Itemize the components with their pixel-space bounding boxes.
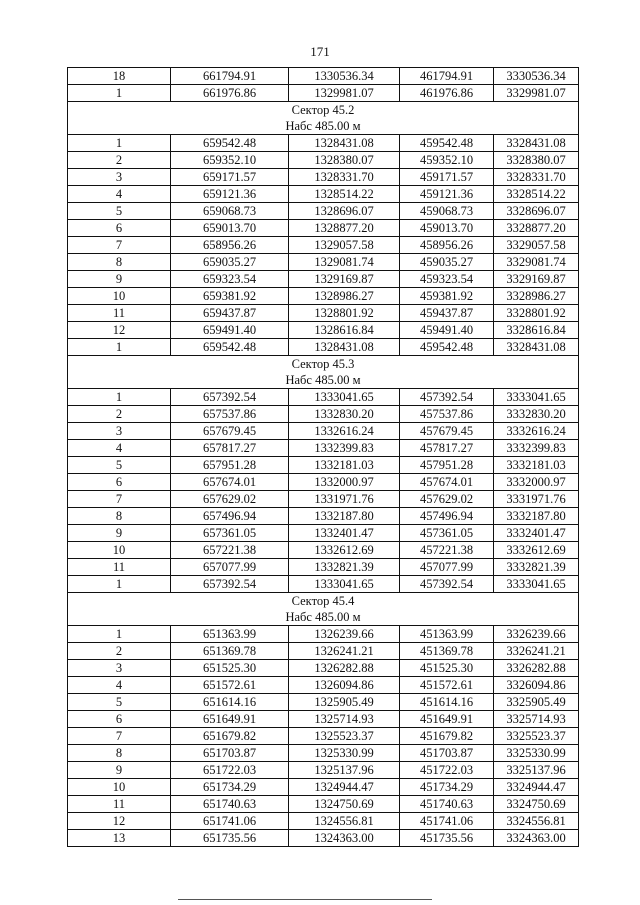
y-local-cell: 3329169.87 bbox=[494, 271, 579, 288]
x-local-cell: 459068.73 bbox=[400, 203, 494, 220]
point-number-cell: 1 bbox=[68, 576, 171, 593]
y-coordinate-cell: 1332616.24 bbox=[289, 423, 400, 440]
y-local-cell: 3333041.65 bbox=[494, 389, 579, 406]
x-coordinate-cell: 657817.27 bbox=[171, 440, 289, 457]
y-coordinate-cell: 1325905.49 bbox=[289, 694, 400, 711]
point-number-cell: 1 bbox=[68, 389, 171, 406]
x-local-cell: 457221.38 bbox=[400, 542, 494, 559]
y-coordinate-cell: 1333041.65 bbox=[289, 389, 400, 406]
table-row bbox=[68, 474, 579, 491]
x-local-cell: 459035.27 bbox=[400, 254, 494, 271]
point-number-cell: 5 bbox=[68, 694, 171, 711]
y-coordinate-cell: 1324363.00 bbox=[289, 830, 400, 847]
x-local-cell: 457679.45 bbox=[400, 423, 494, 440]
point-number-cell: 10 bbox=[68, 288, 171, 305]
point-number-cell: 6 bbox=[68, 474, 171, 491]
y-coordinate-cell: 1329081.74 bbox=[289, 254, 400, 271]
y-local-cell: 3328431.08 bbox=[494, 339, 579, 356]
point-number-cell: 3 bbox=[68, 423, 171, 440]
point-number-cell: 8 bbox=[68, 745, 171, 762]
table-row bbox=[68, 779, 579, 796]
x-coordinate-cell: 651614.16 bbox=[171, 694, 289, 711]
x-local-cell: 451740.63 bbox=[400, 796, 494, 813]
x-coordinate-cell: 651722.03 bbox=[171, 762, 289, 779]
x-coordinate-cell: 657221.38 bbox=[171, 542, 289, 559]
y-local-cell: 3332000.97 bbox=[494, 474, 579, 491]
y-coordinate-cell: 1328616.84 bbox=[289, 322, 400, 339]
y-local-cell: 3325905.49 bbox=[494, 694, 579, 711]
x-coordinate-cell: 658956.26 bbox=[171, 237, 289, 254]
x-local-cell: 459542.48 bbox=[400, 135, 494, 152]
x-local-cell: 457496.94 bbox=[400, 508, 494, 525]
y-local-cell: 3324363.00 bbox=[494, 830, 579, 847]
point-number-cell: 1 bbox=[68, 85, 171, 102]
x-coordinate-cell: 651363.99 bbox=[171, 626, 289, 643]
table-row bbox=[68, 322, 579, 339]
x-coordinate-cell: 661976.86 bbox=[171, 85, 289, 102]
y-local-cell: 3332187.80 bbox=[494, 508, 579, 525]
table-row bbox=[68, 813, 579, 830]
table-row bbox=[68, 491, 579, 508]
y-local-cell: 3332399.83 bbox=[494, 440, 579, 457]
x-local-cell: 459542.48 bbox=[400, 339, 494, 356]
y-coordinate-cell: 1326239.66 bbox=[289, 626, 400, 643]
x-coordinate-cell: 659542.48 bbox=[171, 135, 289, 152]
y-local-cell: 3325714.93 bbox=[494, 711, 579, 728]
y-coordinate-cell: 1325330.99 bbox=[289, 745, 400, 762]
y-local-cell: 3328877.20 bbox=[494, 220, 579, 237]
x-local-cell: 459437.87 bbox=[400, 305, 494, 322]
x-coordinate-cell: 659121.36 bbox=[171, 186, 289, 203]
y-coordinate-cell: 1332821.39 bbox=[289, 559, 400, 576]
table-row bbox=[68, 169, 579, 186]
x-coordinate-cell: 657674.01 bbox=[171, 474, 289, 491]
x-coordinate-cell: 651740.63 bbox=[171, 796, 289, 813]
y-local-cell: 3325137.96 bbox=[494, 762, 579, 779]
x-local-cell: 451741.06 bbox=[400, 813, 494, 830]
page-number: 171 bbox=[310, 44, 330, 59]
y-local-cell: 3326094.86 bbox=[494, 677, 579, 694]
point-number-cell: 10 bbox=[68, 779, 171, 796]
y-local-cell: 3328380.07 bbox=[494, 152, 579, 169]
x-local-cell: 451614.16 bbox=[400, 694, 494, 711]
x-local-cell: 457077.99 bbox=[400, 559, 494, 576]
x-local-cell: 457392.54 bbox=[400, 576, 494, 593]
x-local-cell: 451734.29 bbox=[400, 779, 494, 796]
y-local-cell: 3325523.37 bbox=[494, 728, 579, 745]
point-number-cell: 1 bbox=[68, 626, 171, 643]
table-row bbox=[68, 305, 579, 322]
point-number-cell: 4 bbox=[68, 677, 171, 694]
coordinates-table-body bbox=[68, 68, 579, 847]
y-coordinate-cell: 1324944.47 bbox=[289, 779, 400, 796]
y-coordinate-cell: 1328331.70 bbox=[289, 169, 400, 186]
table-row bbox=[68, 626, 579, 643]
point-number-cell: 2 bbox=[68, 643, 171, 660]
x-coordinate-cell: 651572.61 bbox=[171, 677, 289, 694]
point-number-cell: 7 bbox=[68, 728, 171, 745]
coordinates-table bbox=[67, 67, 579, 847]
y-coordinate-cell: 1332000.97 bbox=[289, 474, 400, 491]
table-row bbox=[68, 830, 579, 847]
page-bottom-rule bbox=[178, 899, 432, 900]
sector-elevation: Набс 485.00 м bbox=[285, 119, 361, 133]
y-local-cell: 3328696.07 bbox=[494, 203, 579, 220]
x-local-cell: 457629.02 bbox=[400, 491, 494, 508]
point-number-cell: 7 bbox=[68, 491, 171, 508]
y-coordinate-cell: 1326282.88 bbox=[289, 660, 400, 677]
y-local-cell: 3332616.24 bbox=[494, 423, 579, 440]
x-local-cell: 459171.57 bbox=[400, 169, 494, 186]
x-coordinate-cell: 659491.40 bbox=[171, 322, 289, 339]
point-number-cell: 5 bbox=[68, 457, 171, 474]
y-local-cell: 3332830.20 bbox=[494, 406, 579, 423]
sector-title: Сектор 45.2 bbox=[291, 103, 355, 117]
point-number-cell: 9 bbox=[68, 762, 171, 779]
x-local-cell: 457674.01 bbox=[400, 474, 494, 491]
y-local-cell: 3328616.84 bbox=[494, 322, 579, 339]
point-number-cell: 5 bbox=[68, 203, 171, 220]
y-local-cell: 3332401.47 bbox=[494, 525, 579, 542]
y-coordinate-cell: 1326094.86 bbox=[289, 677, 400, 694]
y-coordinate-cell: 1328986.27 bbox=[289, 288, 400, 305]
table-row bbox=[68, 525, 579, 542]
sector-header bbox=[68, 356, 579, 389]
sector-header-row bbox=[68, 102, 579, 135]
point-number-cell: 11 bbox=[68, 796, 171, 813]
y-coordinate-cell: 1329169.87 bbox=[289, 271, 400, 288]
x-coordinate-cell: 659437.87 bbox=[171, 305, 289, 322]
x-coordinate-cell: 657496.94 bbox=[171, 508, 289, 525]
x-coordinate-cell: 651703.87 bbox=[171, 745, 289, 762]
sector-elevation: Набс 485.00 м bbox=[285, 373, 361, 387]
y-coordinate-cell: 1328877.20 bbox=[289, 220, 400, 237]
table-row bbox=[68, 135, 579, 152]
table-row bbox=[68, 68, 579, 85]
y-coordinate-cell: 1324750.69 bbox=[289, 796, 400, 813]
table-row bbox=[68, 643, 579, 660]
point-number-cell: 8 bbox=[68, 254, 171, 271]
point-number-cell: 9 bbox=[68, 525, 171, 542]
y-local-cell: 3329081.74 bbox=[494, 254, 579, 271]
x-coordinate-cell: 659013.70 bbox=[171, 220, 289, 237]
y-local-cell: 3329057.58 bbox=[494, 237, 579, 254]
x-local-cell: 457361.05 bbox=[400, 525, 494, 542]
point-number-cell: 4 bbox=[68, 440, 171, 457]
x-coordinate-cell: 651649.91 bbox=[171, 711, 289, 728]
y-coordinate-cell: 1328514.22 bbox=[289, 186, 400, 203]
table-row bbox=[68, 220, 579, 237]
x-coordinate-cell: 659352.10 bbox=[171, 152, 289, 169]
table-row bbox=[68, 508, 579, 525]
x-local-cell: 451525.30 bbox=[400, 660, 494, 677]
table-row bbox=[68, 186, 579, 203]
point-number-cell: 11 bbox=[68, 559, 171, 576]
table-row bbox=[68, 271, 579, 288]
x-local-cell: 451735.56 bbox=[400, 830, 494, 847]
x-coordinate-cell: 657392.54 bbox=[171, 389, 289, 406]
y-local-cell: 3328801.92 bbox=[494, 305, 579, 322]
y-local-cell: 3329981.07 bbox=[494, 85, 579, 102]
sector-header bbox=[68, 102, 579, 135]
y-local-cell: 3326282.88 bbox=[494, 660, 579, 677]
y-coordinate-cell: 1325714.93 bbox=[289, 711, 400, 728]
x-local-cell: 457392.54 bbox=[400, 389, 494, 406]
x-local-cell: 451572.61 bbox=[400, 677, 494, 694]
y-local-cell: 3328514.22 bbox=[494, 186, 579, 203]
y-local-cell: 3326241.21 bbox=[494, 643, 579, 660]
table-row bbox=[68, 660, 579, 677]
x-local-cell: 451649.91 bbox=[400, 711, 494, 728]
x-local-cell: 457817.27 bbox=[400, 440, 494, 457]
y-coordinate-cell: 1330536.34 bbox=[289, 68, 400, 85]
y-local-cell: 3332612.69 bbox=[494, 542, 579, 559]
y-coordinate-cell: 1332187.80 bbox=[289, 508, 400, 525]
x-coordinate-cell: 659542.48 bbox=[171, 339, 289, 356]
point-number-cell: 2 bbox=[68, 152, 171, 169]
point-number-cell: 12 bbox=[68, 813, 171, 830]
x-coordinate-cell: 659323.54 bbox=[171, 271, 289, 288]
x-local-cell: 459013.70 bbox=[400, 220, 494, 237]
y-local-cell: 3328331.70 bbox=[494, 169, 579, 186]
y-coordinate-cell: 1325523.37 bbox=[289, 728, 400, 745]
y-coordinate-cell: 1328380.07 bbox=[289, 152, 400, 169]
y-coordinate-cell: 1326241.21 bbox=[289, 643, 400, 660]
x-local-cell: 451722.03 bbox=[400, 762, 494, 779]
y-local-cell: 3324556.81 bbox=[494, 813, 579, 830]
y-local-cell: 3326239.66 bbox=[494, 626, 579, 643]
x-coordinate-cell: 657392.54 bbox=[171, 576, 289, 593]
y-local-cell: 3328986.27 bbox=[494, 288, 579, 305]
point-number-cell: 6 bbox=[68, 711, 171, 728]
sector-header-row bbox=[68, 356, 579, 389]
x-coordinate-cell: 659035.27 bbox=[171, 254, 289, 271]
point-number-cell: 6 bbox=[68, 220, 171, 237]
x-local-cell: 457951.28 bbox=[400, 457, 494, 474]
table-row bbox=[68, 457, 579, 474]
table-row bbox=[68, 440, 579, 457]
table-row bbox=[68, 254, 579, 271]
y-local-cell: 3332181.03 bbox=[494, 457, 579, 474]
y-coordinate-cell: 1328431.08 bbox=[289, 339, 400, 356]
table-row bbox=[68, 152, 579, 169]
point-number-cell: 3 bbox=[68, 660, 171, 677]
y-local-cell: 3328431.08 bbox=[494, 135, 579, 152]
point-number-cell: 8 bbox=[68, 508, 171, 525]
x-local-cell: 457537.86 bbox=[400, 406, 494, 423]
y-coordinate-cell: 1332181.03 bbox=[289, 457, 400, 474]
sector-elevation: Набс 485.00 м bbox=[285, 610, 361, 624]
x-local-cell: 451363.99 bbox=[400, 626, 494, 643]
table-row bbox=[68, 406, 579, 423]
table-row bbox=[68, 745, 579, 762]
x-coordinate-cell: 651734.29 bbox=[171, 779, 289, 796]
x-coordinate-cell: 651679.82 bbox=[171, 728, 289, 745]
table-row bbox=[68, 203, 579, 220]
point-number-cell: 18 bbox=[68, 68, 171, 85]
x-local-cell: 451679.82 bbox=[400, 728, 494, 745]
table-row bbox=[68, 423, 579, 440]
table-row bbox=[68, 542, 579, 559]
y-coordinate-cell: 1328431.08 bbox=[289, 135, 400, 152]
table-row bbox=[68, 389, 579, 406]
point-number-cell: 11 bbox=[68, 305, 171, 322]
x-local-cell: 461794.91 bbox=[400, 68, 494, 85]
table-row bbox=[68, 559, 579, 576]
y-coordinate-cell: 1332399.83 bbox=[289, 440, 400, 457]
point-number-cell: 2 bbox=[68, 406, 171, 423]
y-coordinate-cell: 1329981.07 bbox=[289, 85, 400, 102]
y-local-cell: 3324944.47 bbox=[494, 779, 579, 796]
point-number-cell: 12 bbox=[68, 322, 171, 339]
x-local-cell: 459121.36 bbox=[400, 186, 494, 203]
point-number-cell: 7 bbox=[68, 237, 171, 254]
y-local-cell: 3331971.76 bbox=[494, 491, 579, 508]
y-coordinate-cell: 1332830.20 bbox=[289, 406, 400, 423]
y-coordinate-cell: 1325137.96 bbox=[289, 762, 400, 779]
x-coordinate-cell: 657537.86 bbox=[171, 406, 289, 423]
x-local-cell: 459352.10 bbox=[400, 152, 494, 169]
x-coordinate-cell: 651525.30 bbox=[171, 660, 289, 677]
y-coordinate-cell: 1331971.76 bbox=[289, 491, 400, 508]
x-local-cell: 459491.40 bbox=[400, 322, 494, 339]
x-local-cell: 451369.78 bbox=[400, 643, 494, 660]
point-number-cell: 13 bbox=[68, 830, 171, 847]
y-coordinate-cell: 1332612.69 bbox=[289, 542, 400, 559]
x-coordinate-cell: 651741.06 bbox=[171, 813, 289, 830]
x-coordinate-cell: 657951.28 bbox=[171, 457, 289, 474]
table-row bbox=[68, 237, 579, 254]
table-row bbox=[68, 762, 579, 779]
x-coordinate-cell: 657077.99 bbox=[171, 559, 289, 576]
y-local-cell: 3332821.39 bbox=[494, 559, 579, 576]
x-coordinate-cell: 659068.73 bbox=[171, 203, 289, 220]
table-row bbox=[68, 677, 579, 694]
y-local-cell: 3333041.65 bbox=[494, 576, 579, 593]
sector-header bbox=[68, 593, 579, 626]
x-coordinate-cell: 659381.92 bbox=[171, 288, 289, 305]
table-row bbox=[68, 728, 579, 745]
point-number-cell: 10 bbox=[68, 542, 171, 559]
y-coordinate-cell: 1328696.07 bbox=[289, 203, 400, 220]
x-coordinate-cell: 659171.57 bbox=[171, 169, 289, 186]
y-local-cell: 3330536.34 bbox=[494, 68, 579, 85]
point-number-cell: 3 bbox=[68, 169, 171, 186]
table-row bbox=[68, 288, 579, 305]
x-coordinate-cell: 657679.45 bbox=[171, 423, 289, 440]
table-row bbox=[68, 711, 579, 728]
table-row bbox=[68, 796, 579, 813]
x-local-cell: 451703.87 bbox=[400, 745, 494, 762]
sector-header-row bbox=[68, 593, 579, 626]
x-coordinate-cell: 657629.02 bbox=[171, 491, 289, 508]
table-row bbox=[68, 339, 579, 356]
x-local-cell: 459323.54 bbox=[400, 271, 494, 288]
x-local-cell: 459381.92 bbox=[400, 288, 494, 305]
x-coordinate-cell: 651369.78 bbox=[171, 643, 289, 660]
y-coordinate-cell: 1332401.47 bbox=[289, 525, 400, 542]
table-row bbox=[68, 85, 579, 102]
x-local-cell: 461976.86 bbox=[400, 85, 494, 102]
x-local-cell: 458956.26 bbox=[400, 237, 494, 254]
x-coordinate-cell: 651735.56 bbox=[171, 830, 289, 847]
y-local-cell: 3324750.69 bbox=[494, 796, 579, 813]
point-number-cell: 1 bbox=[68, 339, 171, 356]
table-row bbox=[68, 694, 579, 711]
y-coordinate-cell: 1333041.65 bbox=[289, 576, 400, 593]
sector-title: Сектор 45.4 bbox=[291, 594, 355, 608]
sector-title: Сектор 45.3 bbox=[291, 357, 355, 371]
table-row bbox=[68, 576, 579, 593]
y-coordinate-cell: 1328801.92 bbox=[289, 305, 400, 322]
point-number-cell: 1 bbox=[68, 135, 171, 152]
y-coordinate-cell: 1324556.81 bbox=[289, 813, 400, 830]
x-coordinate-cell: 661794.91 bbox=[171, 68, 289, 85]
y-coordinate-cell: 1329057.58 bbox=[289, 237, 400, 254]
x-coordinate-cell: 657361.05 bbox=[171, 525, 289, 542]
point-number-cell: 9 bbox=[68, 271, 171, 288]
point-number-cell: 4 bbox=[68, 186, 171, 203]
y-local-cell: 3325330.99 bbox=[494, 745, 579, 762]
